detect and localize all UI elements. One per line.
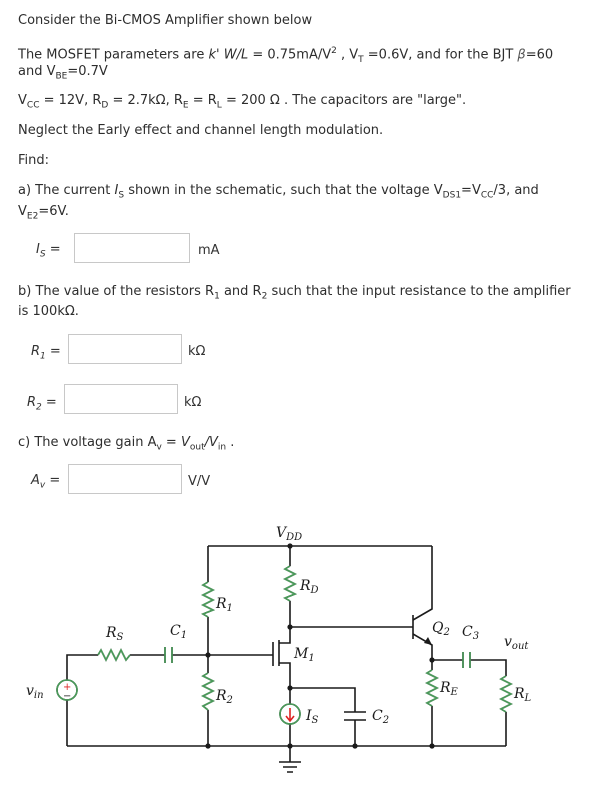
question-b-cont: is 100kΩ.	[18, 304, 79, 319]
junction-dot	[352, 743, 357, 748]
label-rd: $R_D$	[300, 578, 319, 596]
label-re: $R_E$	[440, 680, 458, 698]
label-c2: $C_2$	[372, 708, 390, 726]
ground-symbol	[279, 762, 301, 772]
junction-dot	[429, 657, 434, 662]
c1-plates	[165, 647, 172, 663]
circuit-schematic	[0, 510, 612, 801]
mosfet-params-line: The MOSFET parameters are k' $W/L = 0.75mA/V^2$ , $V_T =0.6V$, and for the BJT β=60	[18, 46, 554, 65]
rs-resistor-color	[98, 650, 130, 660]
is-arrow-icon	[286, 708, 294, 721]
av-unit: V/V	[188, 474, 211, 489]
q2-emitter	[413, 634, 432, 660]
av-answer-input[interactable]	[68, 464, 182, 494]
rd-resistor-color	[285, 566, 295, 601]
r1-label: $R_1$ =	[31, 344, 61, 362]
label-c3: $C_3$	[462, 624, 480, 642]
input-wire	[67, 655, 208, 746]
is-label: $I_S$ =	[36, 242, 61, 260]
label-is: $I_S$	[306, 708, 319, 726]
r2-answer-input[interactable]	[64, 384, 178, 414]
m1-channel	[279, 627, 290, 688]
label-c1: $C_1$	[170, 623, 188, 641]
label-vout: $v_{out}$	[504, 634, 529, 652]
r1-resistor-color	[203, 582, 213, 617]
c3-plates	[463, 652, 470, 668]
r2-resistor-color	[203, 673, 213, 710]
find-heading: Find:	[18, 153, 50, 168]
question-c: c) The voltage gain $A_v = V_{out}/V_{in}$ .	[18, 435, 235, 453]
vin-minus-sign: −	[63, 691, 72, 702]
neglect-text: Neglect the Early effect and channel length modulation.	[18, 123, 384, 138]
label-rl: $R_L$	[514, 686, 532, 704]
label-q2: $Q_2$	[432, 620, 450, 638]
junction-dot	[287, 543, 292, 548]
intro-text: Consider the Bi-CMOS Amplifier shown below	[18, 13, 313, 28]
q2-collector	[413, 546, 432, 620]
label-m1: $M_1$	[294, 646, 315, 664]
re-resistor-color	[427, 670, 437, 706]
junction-dot	[429, 743, 434, 748]
question-a: a) The current $I_S$ shown in the schematic, such that the voltage $V_{DS1}=V_{CC}/3$, and	[18, 183, 539, 201]
label-r1: $R_1$	[216, 596, 233, 614]
question-a-cont: $V_{E2}=6V$.	[18, 204, 69, 222]
vbe-line: and $V_{BE}=0.7V$	[18, 64, 108, 82]
label-vdd: $V_{DD}$	[276, 525, 303, 543]
junction-dot	[287, 685, 292, 690]
r2-label: $R_2$ =	[27, 395, 57, 413]
supply-params-line: $V_{CC} = 12V$, $R_D = 2.7k\Omega$, $R_E = R_L = 200$ Ω . The capacitors are "large".	[18, 93, 467, 111]
c2-plates	[344, 712, 366, 720]
r1-unit: kΩ	[188, 344, 206, 359]
vin-plus-sign: +	[63, 682, 72, 693]
r1-answer-input[interactable]	[68, 334, 182, 364]
rl-resistor-color	[501, 676, 511, 712]
junction-dot	[287, 743, 292, 748]
is-answer-input[interactable]	[74, 233, 190, 263]
c3-plates-color	[463, 652, 470, 668]
junction-dot	[287, 624, 292, 629]
label-r2: $R_2$	[216, 688, 233, 706]
r2-unit: kΩ	[184, 395, 202, 410]
label-rs: $R_S$	[106, 625, 124, 643]
c3-wire	[432, 660, 506, 746]
av-label: $A_v$ =	[31, 473, 61, 491]
label-vin: $v_{in}$	[26, 683, 44, 701]
junction-dot	[205, 743, 210, 748]
c1-plates-color	[165, 647, 172, 663]
is-unit: mA	[198, 243, 220, 258]
junction-dot	[205, 652, 210, 657]
question-b: b) The value of the resistors $R_1$ and $R_2$ such that the input resistance to the amplifier	[18, 284, 571, 302]
